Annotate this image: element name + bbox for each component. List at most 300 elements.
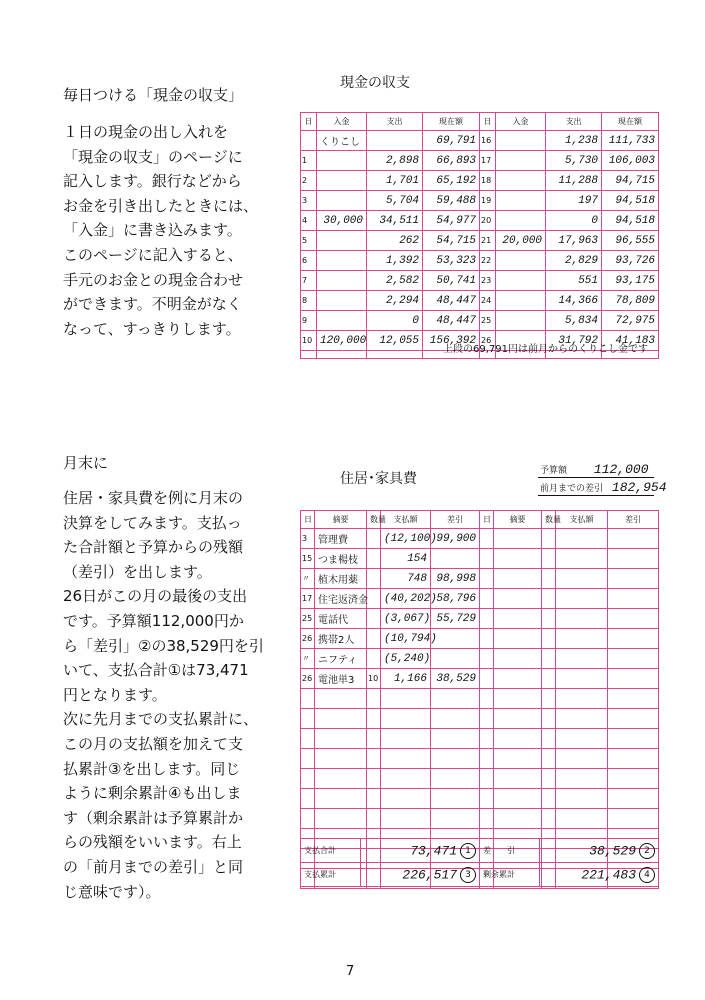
prev-balance-line xyxy=(540,480,667,495)
table-cell: 10 xyxy=(301,331,317,351)
table-cell xyxy=(496,311,546,331)
table-cell: 30,000 xyxy=(317,211,367,231)
table-cell xyxy=(367,689,381,709)
table-cell: 50,741 xyxy=(423,271,480,291)
table-cell xyxy=(480,549,494,569)
table-cell xyxy=(301,709,315,729)
table-cell xyxy=(608,709,659,729)
table-cell xyxy=(494,709,542,729)
table-cell xyxy=(367,769,381,789)
table-cell: (40,202) xyxy=(381,589,431,609)
summary-value xyxy=(361,839,480,863)
table-cell xyxy=(494,589,542,609)
table-cell xyxy=(542,649,556,669)
table-row xyxy=(301,649,659,669)
table-cell xyxy=(381,749,431,769)
table-cell xyxy=(317,151,367,171)
table-cell: 管理費 xyxy=(315,529,367,549)
table-cell xyxy=(494,569,542,589)
table-cell xyxy=(608,589,659,609)
table-row xyxy=(301,171,659,191)
body-line: す（剰余累計は予算累計か xyxy=(63,808,244,827)
circled-number: 2 xyxy=(639,843,655,859)
body-line: このページに記入すると、 xyxy=(63,245,243,264)
column-header: 日 xyxy=(301,511,315,529)
table-cell: 24 xyxy=(480,291,496,311)
table-cell xyxy=(367,351,423,359)
table-cell: 16 xyxy=(480,131,496,151)
table-cell: 25 xyxy=(301,609,315,629)
body-line: の「前月までの差引」と同 xyxy=(63,857,244,876)
table-cell xyxy=(301,789,315,809)
table-cell: 1,701 xyxy=(367,171,423,191)
table-cell xyxy=(608,769,659,789)
table-cell xyxy=(315,709,367,729)
expense-table-title: 住居･家具費 xyxy=(340,471,417,487)
table-cell xyxy=(381,789,431,809)
section2-heading: 月末に xyxy=(63,454,109,472)
table-cell: (12,100) xyxy=(381,529,431,549)
table-cell: 58,796 xyxy=(431,589,480,609)
table-cell: (3,067) xyxy=(381,609,431,629)
body-line: なって、すっきりします。 xyxy=(63,319,241,338)
table-cell xyxy=(317,351,367,359)
table-cell: 41,183 xyxy=(602,331,659,351)
table-row xyxy=(301,669,659,689)
table-cell xyxy=(556,769,608,789)
table-cell xyxy=(494,729,542,749)
table-cell xyxy=(556,749,608,769)
table-row xyxy=(301,609,659,629)
summary-amount: 73,471 xyxy=(410,842,457,858)
table-cell: 38,529 xyxy=(431,669,480,689)
body-line: 26日がこの月の最後の支出 xyxy=(63,587,248,606)
table-cell xyxy=(556,569,608,589)
table-cell: 48,447 xyxy=(423,311,480,331)
table-cell xyxy=(480,609,494,629)
table-cell: 98,998 xyxy=(431,569,480,589)
table-cell: 〃 xyxy=(301,649,315,669)
table-cell: 17,963 xyxy=(546,231,602,251)
table-cell xyxy=(367,649,381,669)
table-cell: 8 xyxy=(301,291,317,311)
table-cell xyxy=(367,629,381,649)
table-cell xyxy=(556,549,608,569)
table-cell: 154 xyxy=(381,549,431,569)
table-cell: 22 xyxy=(480,251,496,271)
table-cell: 2,898 xyxy=(367,151,423,171)
table-cell xyxy=(556,789,608,809)
table-cell xyxy=(480,569,494,589)
table-cell xyxy=(480,729,494,749)
budget-line xyxy=(540,462,649,477)
body-line: 住居・家具費を例に月末の xyxy=(63,489,244,507)
table-cell xyxy=(381,709,431,729)
table-cell: 14,366 xyxy=(546,291,602,311)
table-cell xyxy=(496,171,546,191)
table-cell: 3 xyxy=(301,191,317,211)
table-cell: 66,893 xyxy=(423,151,480,171)
cash-table-caption: 上段の69,791円は前月からのくりこし金です xyxy=(443,344,648,355)
column-header: 現在額 xyxy=(423,113,480,131)
table-row xyxy=(301,231,659,251)
table-cell xyxy=(496,191,546,211)
table-cell xyxy=(480,749,494,769)
table-cell: 18 xyxy=(480,171,496,191)
table-cell: 55,729 xyxy=(431,609,480,629)
table-row xyxy=(301,311,659,331)
table-cell xyxy=(317,231,367,251)
table-cell xyxy=(542,729,556,749)
table-cell xyxy=(542,789,556,809)
table-cell: 120,000 xyxy=(317,331,367,351)
table-cell: 4 xyxy=(301,211,317,231)
table-cell: 26 xyxy=(301,669,315,689)
body-line: 円となります。 xyxy=(63,685,167,704)
body-line: じ意味です）。 xyxy=(63,882,161,901)
table-cell xyxy=(480,649,494,669)
table-cell: 1,392 xyxy=(367,251,423,271)
table-row xyxy=(301,809,659,829)
prev-balance-value: 182,954 xyxy=(611,480,667,495)
table-cell xyxy=(494,529,542,549)
summary-label: 差 引 xyxy=(480,839,540,863)
table-cell: 17 xyxy=(480,151,496,171)
table-cell xyxy=(381,769,431,789)
table-cell: 54,977 xyxy=(423,211,480,231)
body-line: ができます。不明金がなく xyxy=(63,295,242,314)
table-cell: 2,294 xyxy=(367,291,423,311)
table-cell: 26 xyxy=(480,331,496,351)
body-line: 「現金の収支」のページに xyxy=(63,147,243,166)
table-cell xyxy=(542,809,556,829)
expense-summary xyxy=(300,838,659,887)
table-cell xyxy=(556,689,608,709)
table-cell xyxy=(494,649,542,669)
column-header: 差引 xyxy=(431,511,480,529)
table-cell: 携帯2人 xyxy=(315,629,367,649)
table-cell xyxy=(301,351,317,359)
table-cell xyxy=(367,729,381,749)
table-cell: 〃 xyxy=(301,569,315,589)
table-cell: 53,323 xyxy=(423,251,480,271)
table-cell xyxy=(542,669,556,689)
table-cell: 94,518 xyxy=(602,211,659,231)
table-cell xyxy=(556,809,608,829)
table-cell xyxy=(542,689,556,709)
table-cell xyxy=(542,529,556,549)
section2-body xyxy=(63,486,293,904)
body-line: ように剰余累計④も出しま xyxy=(63,784,242,803)
summary-label: 支払累計 xyxy=(301,863,361,887)
table-row xyxy=(301,529,659,549)
table-cell xyxy=(431,549,480,569)
table-cell xyxy=(542,569,556,589)
table-cell: 2,829 xyxy=(546,251,602,271)
table-cell xyxy=(494,609,542,629)
table-cell: 1,166 xyxy=(381,669,431,689)
table-cell xyxy=(496,131,546,151)
table-cell: 748 xyxy=(381,569,431,589)
body-line: らの残額をいいます。右上 xyxy=(63,833,242,852)
summary-amount: 38,529 xyxy=(589,842,636,858)
body-line: この月の支払額を加えて支 xyxy=(63,734,244,753)
table-cell xyxy=(556,729,608,749)
table-cell: 54,715 xyxy=(423,231,480,251)
table-cell xyxy=(301,749,315,769)
table-row xyxy=(301,271,659,291)
table-cell xyxy=(608,749,659,769)
column-header: 摘要 xyxy=(494,511,542,529)
table-cell xyxy=(301,729,315,749)
table-row xyxy=(301,211,659,231)
table-cell: 植木用薬 xyxy=(315,569,367,589)
expense-table xyxy=(300,510,659,889)
table-cell xyxy=(542,629,556,649)
table-row xyxy=(301,769,659,789)
table-cell: 78,809 xyxy=(602,291,659,311)
table-cell xyxy=(494,689,542,709)
table-cell xyxy=(367,529,381,549)
table-cell xyxy=(542,609,556,629)
table-cell xyxy=(608,669,659,689)
table-cell xyxy=(608,729,659,749)
table-cell xyxy=(367,549,381,569)
table-cell: 2 xyxy=(301,171,317,191)
table-cell xyxy=(608,549,659,569)
table-cell xyxy=(367,569,381,589)
table-row xyxy=(301,151,659,171)
table-cell xyxy=(367,131,423,151)
table-cell xyxy=(494,809,542,829)
summary-amount: 221,483 xyxy=(581,866,636,882)
table-cell: 12,055 xyxy=(367,331,423,351)
table-cell: 10 xyxy=(367,669,381,689)
table-cell xyxy=(315,749,367,769)
table-cell: 262 xyxy=(367,231,423,251)
body-line: 「入金」に書き込みます。 xyxy=(63,221,242,240)
table-row xyxy=(301,549,659,569)
table-cell xyxy=(496,151,546,171)
table-cell: 2,582 xyxy=(367,271,423,291)
table-cell: 156,392 xyxy=(423,331,480,351)
section1-body xyxy=(63,120,293,341)
table-cell: 電話代 xyxy=(315,609,367,629)
table-cell: 5 xyxy=(301,231,317,251)
summary-amount: 226,517 xyxy=(402,866,457,882)
column-header: 支出 xyxy=(367,113,423,131)
table-cell xyxy=(367,809,381,829)
table-row xyxy=(301,291,659,311)
table-cell: 23 xyxy=(480,271,496,291)
table-cell: 96,555 xyxy=(602,231,659,251)
table-cell xyxy=(480,769,494,789)
circled-number: 4 xyxy=(639,867,655,883)
table-cell: 5,704 xyxy=(367,191,423,211)
table-cell xyxy=(317,271,367,291)
summary-value xyxy=(540,839,659,863)
column-header: 日 xyxy=(480,511,494,529)
table-row xyxy=(301,589,659,609)
table-cell: 6 xyxy=(301,251,317,271)
table-cell xyxy=(608,649,659,669)
column-header: 入金 xyxy=(317,113,367,131)
table-row xyxy=(301,729,659,749)
table-cell xyxy=(367,789,381,809)
table-cell xyxy=(542,549,556,569)
table-cell: 住宅返済金 xyxy=(315,589,367,609)
table-cell xyxy=(542,749,556,769)
prev-balance-label: 前月までの差引 xyxy=(540,484,604,494)
budget-value: 112,000 xyxy=(593,462,649,477)
table-cell xyxy=(556,589,608,609)
table-cell xyxy=(494,749,542,769)
table-cell: 65,192 xyxy=(423,171,480,191)
table-cell: (5,240) xyxy=(381,649,431,669)
table-cell: 5,730 xyxy=(546,151,602,171)
table-cell xyxy=(431,809,480,829)
table-cell xyxy=(494,629,542,649)
column-header: 支出 xyxy=(546,113,602,131)
table-cell: 5,834 xyxy=(546,311,602,331)
table-cell xyxy=(608,609,659,629)
table-cell: 21 xyxy=(480,231,496,251)
table-cell xyxy=(608,629,659,649)
table-cell: 197 xyxy=(546,191,602,211)
table-cell: 69,791 xyxy=(423,131,480,151)
table-cell xyxy=(315,729,367,749)
body-line: １日の現金の出し入れを xyxy=(63,123,229,141)
body-line: （差引）を出します。 xyxy=(63,562,212,581)
body-line: 次に先月までの支払累計に、 xyxy=(63,710,259,729)
table-cell xyxy=(480,669,494,689)
table-cell xyxy=(431,789,480,809)
table-row xyxy=(301,131,659,151)
table-cell: 31,792 xyxy=(546,331,602,351)
table-cell xyxy=(301,689,315,709)
table-cell xyxy=(317,311,367,331)
table-cell xyxy=(556,609,608,629)
column-header: 摘要 xyxy=(315,511,367,529)
table-cell xyxy=(494,789,542,809)
table-cell: 17 xyxy=(301,589,315,609)
table-cell xyxy=(367,609,381,629)
cash-table-title: 現金の収支 xyxy=(340,75,410,91)
table-cell: 25 xyxy=(480,311,496,331)
section1-heading: 毎日つける「現金の収支」 xyxy=(63,86,244,104)
table-cell xyxy=(480,709,494,729)
table-cell xyxy=(367,589,381,609)
column-header: 支払額 xyxy=(381,511,431,529)
table-cell: くりこし xyxy=(317,131,367,151)
body-line: 決算をしてみます。支払っ xyxy=(63,513,242,532)
table-cell xyxy=(496,271,546,291)
table-cell: 1 xyxy=(301,151,317,171)
table-cell: 3 xyxy=(301,529,315,549)
table-row xyxy=(301,569,659,589)
column-header: 日 xyxy=(480,113,496,131)
table-cell: 15 xyxy=(301,549,315,569)
table-cell: 11,288 xyxy=(546,171,602,191)
page-number: 7 xyxy=(346,964,355,979)
table-cell xyxy=(381,809,431,829)
table-cell: 0 xyxy=(367,311,423,331)
table-cell xyxy=(542,589,556,609)
table-cell xyxy=(317,191,367,211)
table-cell xyxy=(480,809,494,829)
summary-row xyxy=(301,863,659,887)
table-cell xyxy=(431,769,480,789)
table-cell: 48,447 xyxy=(423,291,480,311)
table-row xyxy=(301,689,659,709)
table-cell: ニフティ xyxy=(315,649,367,669)
circled-number: 3 xyxy=(460,867,476,883)
table-cell xyxy=(480,689,494,709)
table-row xyxy=(301,749,659,769)
table-cell: 20 xyxy=(480,211,496,231)
table-cell xyxy=(431,649,480,669)
table-cell xyxy=(381,689,431,709)
table-cell xyxy=(315,789,367,809)
table-cell: 72,975 xyxy=(602,311,659,331)
table-cell xyxy=(301,769,315,789)
table-cell xyxy=(381,729,431,749)
table-cell xyxy=(480,589,494,609)
body-line: いて、支払合計①は73,471 xyxy=(63,661,249,680)
table-cell: 9 xyxy=(301,311,317,331)
table-cell xyxy=(431,689,480,709)
table-cell xyxy=(367,749,381,769)
table-row xyxy=(301,251,659,271)
table-cell: 106,003 xyxy=(602,151,659,171)
table-cell: 20,000 xyxy=(496,231,546,251)
table-cell: 7 xyxy=(301,271,317,291)
table-cell: (10,794) xyxy=(381,629,431,649)
table-cell xyxy=(608,789,659,809)
table-row xyxy=(301,191,659,211)
table-cell: 59,488 xyxy=(423,191,480,211)
table-cell: 93,726 xyxy=(602,251,659,271)
table-cell xyxy=(317,291,367,311)
table-cell: 94,715 xyxy=(602,171,659,191)
table-cell xyxy=(542,709,556,729)
table-cell xyxy=(301,131,317,151)
table-cell xyxy=(431,729,480,749)
table-cell xyxy=(556,649,608,669)
body-line: 手元のお金との現金合わせ xyxy=(63,270,244,289)
body-line: ら「差引」②の38,529円を引 xyxy=(63,636,264,655)
table-cell xyxy=(431,749,480,769)
table-cell xyxy=(367,709,381,729)
table-cell xyxy=(480,529,494,549)
table-cell: 111,733 xyxy=(602,131,659,151)
cash-table xyxy=(300,112,659,359)
body-line: です。予算額112,000円か xyxy=(63,611,244,630)
table-cell: 19 xyxy=(480,191,496,211)
table-cell xyxy=(608,529,659,549)
table-cell xyxy=(317,171,367,191)
column-header: 数量 xyxy=(542,511,556,529)
table-cell xyxy=(496,251,546,271)
table-cell xyxy=(556,709,608,729)
table-cell xyxy=(317,251,367,271)
column-header: 入金 xyxy=(496,113,546,131)
table-cell xyxy=(556,629,608,649)
column-header: 現在額 xyxy=(602,113,659,131)
table-cell: 電池単3 xyxy=(315,669,367,689)
table-cell xyxy=(496,211,546,231)
table-cell: 1,238 xyxy=(546,131,602,151)
